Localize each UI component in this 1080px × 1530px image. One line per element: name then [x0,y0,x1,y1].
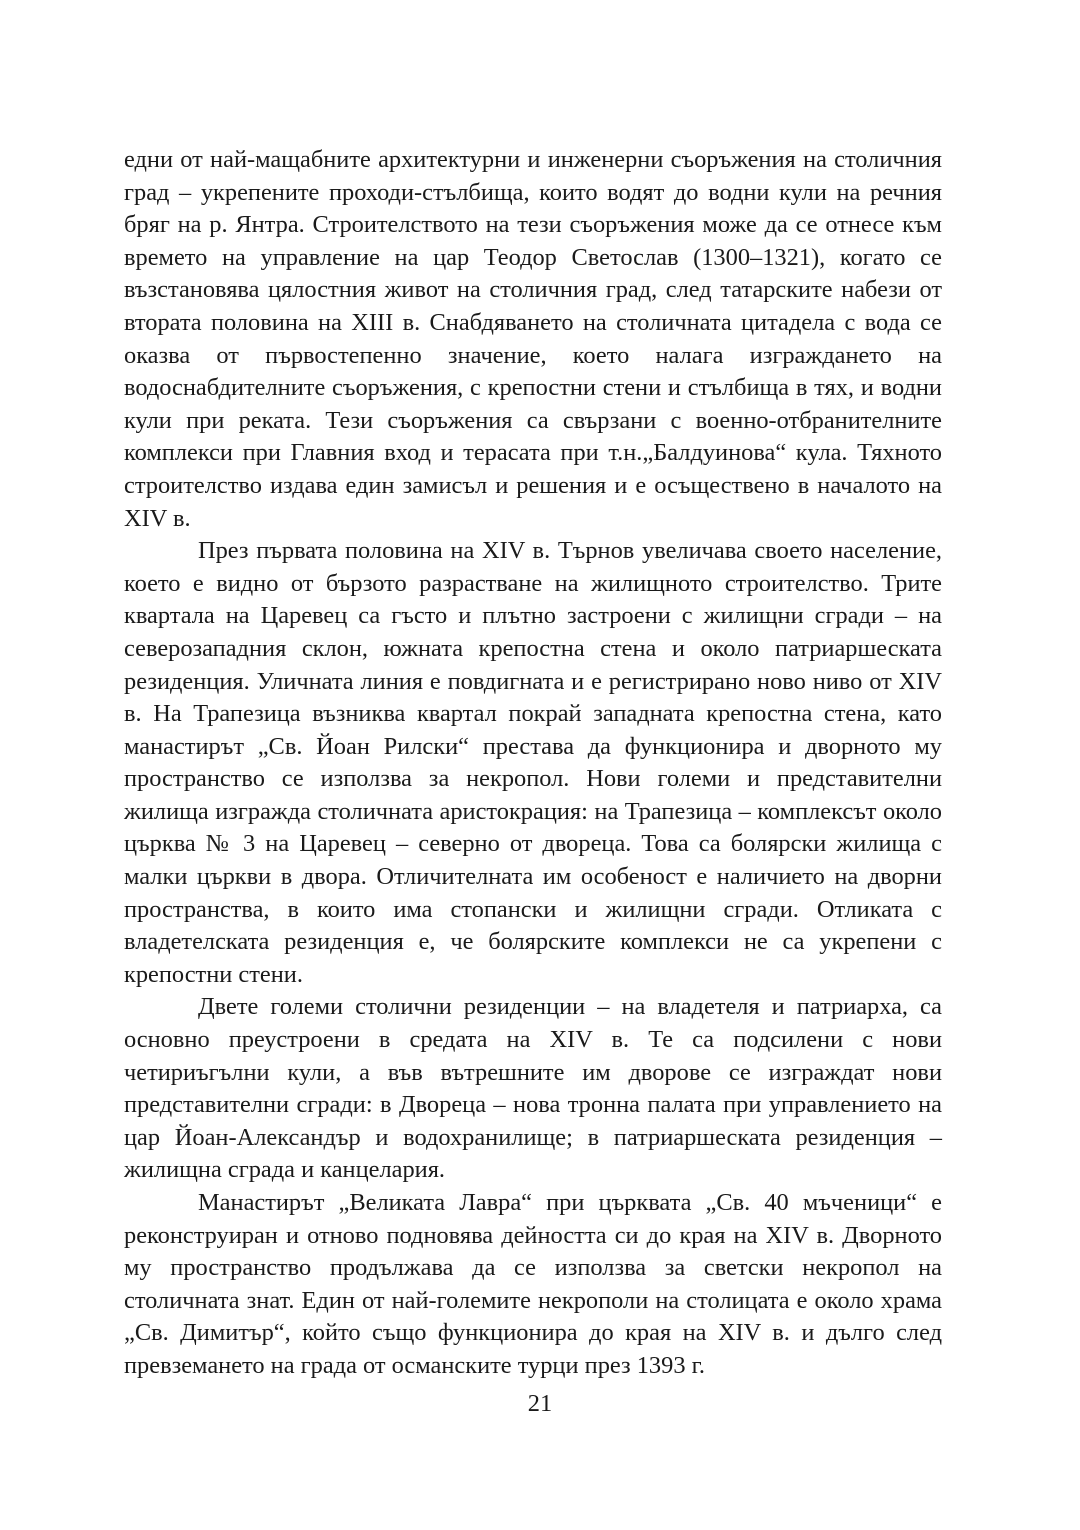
paragraph: Двете големи столични резиденции – на владетеля и патриарха, са основно преустроени в средата на XIV в. Те са подсилени с нови четириъгълни кули, а във вътрешните им дворове се изграждат нови представителни сгради: в Двореца – нова тронна палата при управлението на цар Йоан-Александър и водохранилище; в патриаршеската резиденция – жилищна сграда и канцелария. [124,993,942,1184]
paragraph: Манастирът „Великата Лавра“ при църквата „Св. 40 мъченици“ е реконструиран и отново подновява дейността си до края на XIV в. Дворното му пространство продължава да се използва за светски некропол на столичната знат. Един от най-големите некрополи на столицата е около храма „Св. Димитър“, който също функционира до края на XIV в. и дълго след превземането на града от османските турци през 1393 г. [124,1189,942,1379]
page-number: 21 [527,1390,553,1417]
paragraph-continuation: едни от най-мащабните архитектурни и инженерни съоръжения на столичния град – укрепените проходи-стълбища, които водят до водни кули на речния бряг на р. Янтра. Строителството на тези съоръжения може да се отнесе към времето на управление на цар Теодор Светослав (1300–1321), когато се възстановява цялостния живот на столичния град, след татарските набези от втората половина на XIII в. Снабдяването на столичната цитадела с вода се оказва от първостепенно значение, което налага изграждането на водоснабдителните съоръжения, с крепостни стени и стълбища в тях, и водни кули при реката. Тези съоръжения са свързани с военно-отбранителните комплекси при Главния вход и терасата при т.н.„Балдуинова“ кула. Тяхното строителство издава един замисъл и решения и е осъществено в началото на XIV в. [124,146,942,532]
paragraph: През първата половина на XIV в. Търнов увеличава своето население, което е видно от бързото разрастване на жилищното строителство. Трите квартала на Царевец са гъсто и плътно застроени с жилищни сгради – на северозападния склон, южната крепостна стена и около патриаршеската резиденция. Уличната линия е повдигната и е регистрирано ново ниво от XIV в. На Трапезица възниква квартал покрай западната крепостна стена, като манастирът „Св. Йоан Рилски“ престава да функционира и дворното му пространство се използва за некропол. Нови големи и представителни жилища изгражда столичната аристокрация: на Трапезица – комплексът около църква № 3 на Царевец – северно от двореца. Това са болярски жилища с малки църкви в двора. Отличителната им особеност е наличието на дворни пространства, в които има стопански и жилищни сгради. Отликата с владетелската резиденция е, че болярските комплекси не са укрепени с крепостни стени. [124,537,942,988]
body-text [124,144,942,1383]
